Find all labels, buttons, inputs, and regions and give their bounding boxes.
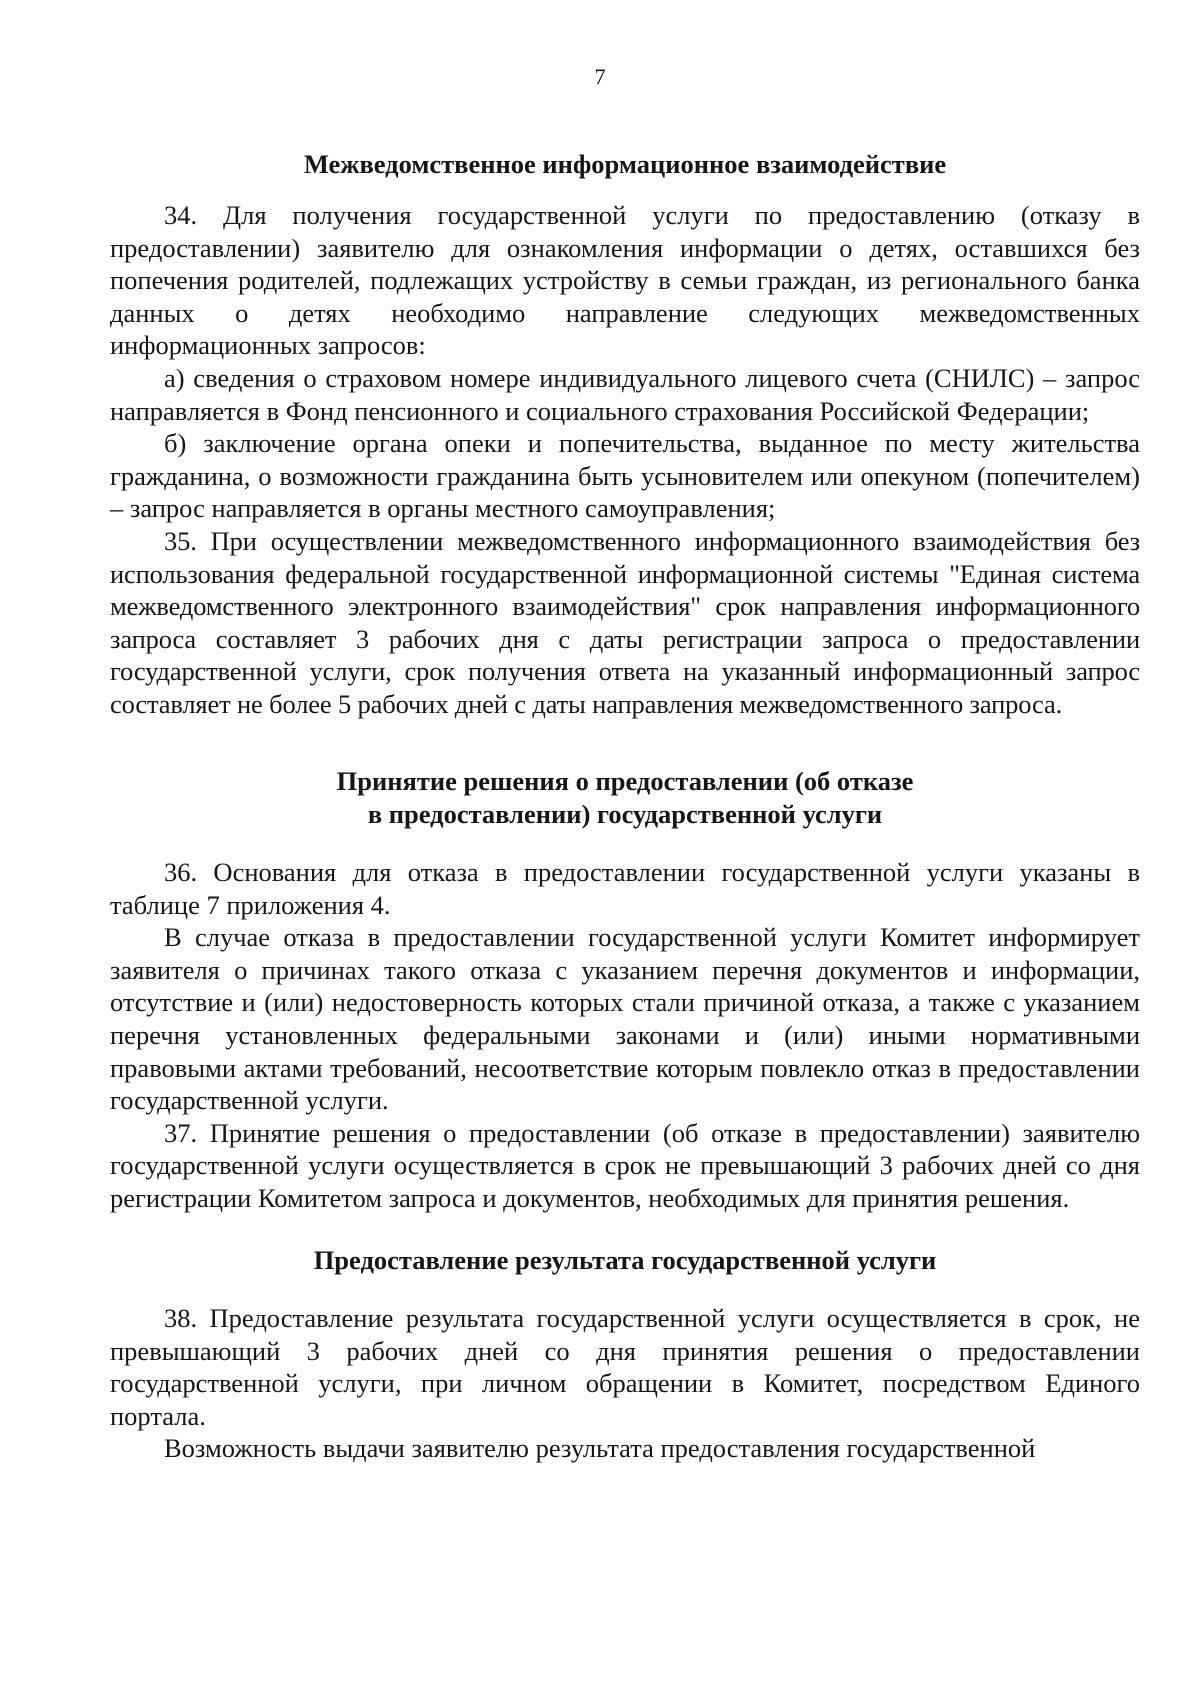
- section-body-interagency: [110, 199, 1140, 721]
- paragraph-34: 34. Для получения государственной услуги по предоставлению (отказу в предоставлении) заявителю для ознакомления информации о детях, оставшихся без попечения родителей, подлежащих устройству в семьи граждан, из регионального банка данных о детях необходимо направление следующих межведомственных информационных запросов:: [110, 200, 1140, 361]
- section-heading-interagency: Межведомственное информационное взаимодействие: [303, 149, 947, 179]
- heading-line-2: в предоставлении) государственной услуги: [367, 799, 883, 829]
- section-heading-decision: [110, 765, 1140, 831]
- heading-line-1: Принятие решения о предоставлении (об отказе: [336, 766, 914, 796]
- section-heading-result: Предоставление результата государственной услуги: [313, 1245, 937, 1275]
- section-body-result: [110, 1302, 1140, 1465]
- paragraph-38-delivery: Возможность выдачи заявителю результата предоставления государственной: [164, 1433, 1036, 1464]
- section-body-decision: [110, 856, 1140, 1215]
- paragraph-34a: а) сведения о страховом номере индивидуального лицевого счета (СНИЛС) – запрос направляется в Фонд пенсионного и социального страхования Российской Федерации;: [110, 362, 1140, 426]
- paragraph-37: 37. Принятие решения о предоставлении (об отказе в предоставлении) заявителю государственной услуги осуществляется в срок не превышающий 3 рабочих дней со дня регистрации Комитетом запроса и документов, необходимых для принятия решения.: [110, 1117, 1140, 1213]
- paragraph-35: 35. При осуществлении межведомственного информационного взаимодействия без использования федеральной государственной информационной системы "Единая система межведомственного электронного взаимодействия" срок направления информационного запроса составляет 3 рабочих дня с даты регистрации запроса о предоставлении государственной услуги, срок получения ответа на указанный информационный запрос составляет не более 5 рабочих дней с даты направления межведомственного запроса.: [110, 525, 1140, 719]
- page-number: 7: [594, 64, 606, 89]
- paragraph-36: 36. Основания для отказа в предоставлении государственной услуги указаны в таблице 7 приложения 4.: [110, 857, 1140, 920]
- paragraph-36-refusal: В случае отказа в предоставлении государственной услуги Комитет информирует заявителя о причинах такого отказа с указанием перечня документов и информации, отсутствие и (или) недостоверность которых стали причиной отказа, а также с указанием перечня установленных федеральными законами и (или) иными нормативными правовыми актами требований, несоответствие которым повлекло отказ в предоставлении государственной услуги.: [110, 922, 1140, 1116]
- paragraph-34b: б) заключение органа опеки и попечительства, выданное по месту жительства гражданина, о возможности гражданина быть усыновителем или опекуном (попечителем) – запрос направляется в органы местного самоуправления;: [110, 428, 1140, 524]
- paragraph-38: 38. Предоставление результата государственной услуги осуществляется в срок, не превышающий 3 рабочих дней со дня принятия решения о предоставлении государственной услуги, при личном обращении в Комитет, посредством Единого портала.: [110, 1303, 1140, 1431]
